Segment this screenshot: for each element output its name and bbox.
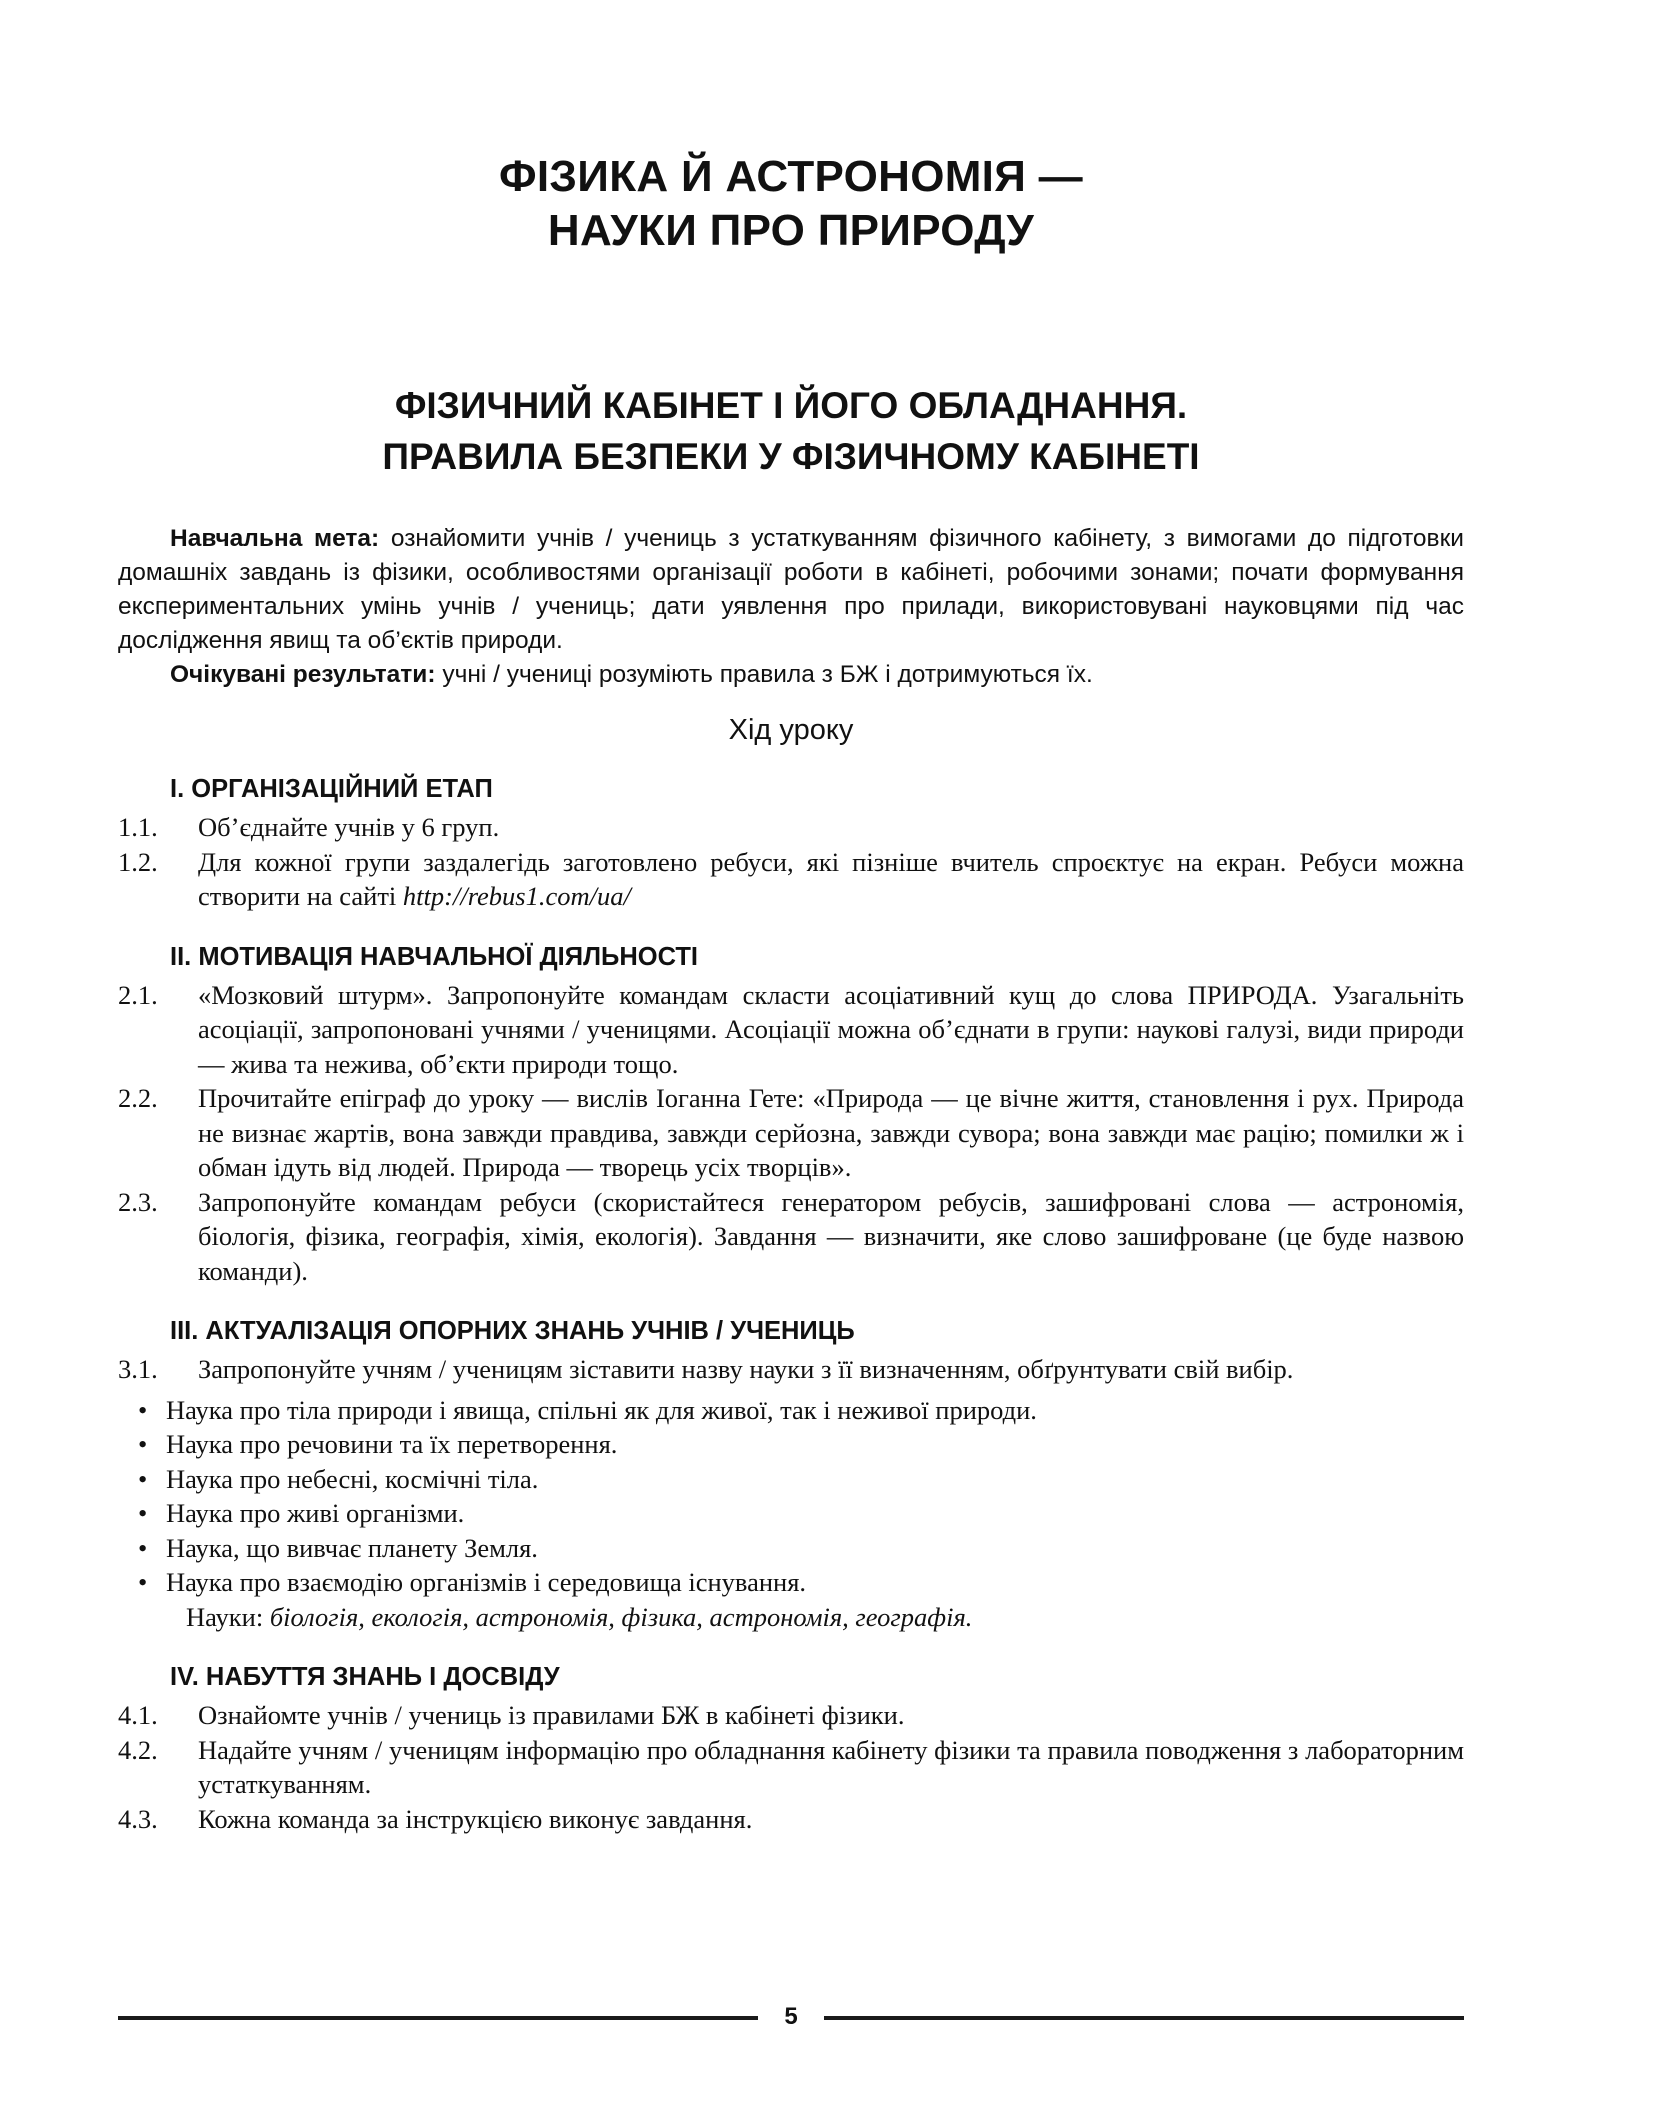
item-number: 2.2. [118, 1083, 158, 1113]
section-3-items [118, 1352, 1464, 1634]
page-footer [118, 2003, 1464, 2030]
chapter-title-line-2: НАУКИ ПРО ПРИРОДУ [547, 206, 1035, 255]
bullet-text: Наука про небесні, космічні тіла. [166, 1463, 539, 1494]
bullet-text: Наука про живі організми. [166, 1498, 465, 1528]
learning-goal-label: Навчальна мета: [170, 525, 380, 552]
bullet-item [138, 1427, 1464, 1462]
item-text: Об’єднайте учнів у 6 груп. [198, 812, 500, 842]
sciences-answer [186, 1600, 1464, 1635]
item-text: Запропонуйте учням / ученицям зіставити назву науки з її визначенням, обґрунтувати свій вибір. [198, 1354, 1294, 1384]
expected-results-label: Очікувані результати: [170, 661, 436, 688]
item-text: Запропонуйте командам ребуси (скористайтеся генератором ребусів, зашифровані слова — астрономія, біологія, фізика, географія, хімія, екологія). Завдання — визначити, яке слово зашифроване (це буде назвою команди). [198, 1186, 1464, 1286]
lesson-title-line-2: ПРАВИЛА БЕЗПЕКИ У ФІЗИЧНОМУ КАБІНЕТІ [382, 436, 1200, 477]
lesson-course-heading: Хід уроку [728, 714, 854, 746]
section-heading-4: IV. НАБУТТЯ ЗНАНЬ І ДОСВІДУ [170, 1663, 560, 1691]
learning-goal [118, 522, 1464, 658]
item-text-with-link [198, 845, 1464, 914]
item-text: Кожна команда за інструкцією виконує завдання. [198, 1803, 753, 1834]
bullet-text: Наука про речовини та їх перетворення. [166, 1429, 618, 1459]
lesson-intro [118, 522, 1464, 692]
bullet-item [138, 1531, 1464, 1566]
sciences-list: біологія, екологія, астрономія, фізика, астрономія, географія. [269, 1601, 973, 1632]
bullet-marker: • [138, 1463, 148, 1494]
learning-goal-text: ознайомити учнів / учениць з устаткуванням фізичного кабінету, з вимогами до підготовки домашніх завдань із фізики, особливостями організації роботи в кабінеті, робочими зонами; почати формування експериментальних умінь учнів / учениць; дати уявлення про прилади, використовувані науковцями під час дослідження явищ та об’єктів природи. [118, 525, 1464, 654]
lesson-title [118, 380, 1464, 482]
list-item [118, 978, 1464, 1082]
item-text: Ознайомте учнів / учениць із правилами БЖ в кабінеті фізики. [198, 1700, 905, 1730]
bullet-marker: • [138, 1429, 148, 1459]
bullet-item [138, 1565, 1464, 1600]
bullet-item [138, 1462, 1464, 1497]
bullet-text: Наука про тіла природи і явища, спільні як для живої, так і неживої природи. [166, 1394, 1037, 1425]
item-number: 4.2. [118, 1734, 158, 1765]
item-number: 4.3. [118, 1803, 158, 1834]
list-item [118, 1733, 1464, 1802]
science-definitions-list [138, 1393, 1464, 1635]
expected-results-text: учні / учениці розуміють правила з БЖ і дотримуються їх. [435, 661, 1093, 688]
list-item [118, 1081, 1464, 1185]
item-number: 2.1. [118, 979, 158, 1010]
item-text: «Мозковий штурм». Запропонуйте командам скласти асоціативний кущ до слова ПРИРОДА. Узагальніть асоціації, запропоновані учнями / ученицями. Асоціації можна об’єднати в групи: наукові галузі, види природи — жива та нежива, об’єкти природи тощо. [198, 979, 1464, 1079]
list-item [118, 810, 1464, 845]
section-heading-1: I. ОРГАНІЗАЦІЙНИЙ ЕТАП [170, 775, 493, 803]
section-heading-2: II. МОТИВАЦІЯ НАВЧАЛЬНОЇ ДІЯЛЬНОСТІ [170, 942, 699, 971]
expected-results [118, 658, 1464, 692]
item-number: 1.2. [118, 846, 158, 877]
section-2-items [118, 978, 1464, 1289]
lesson-title-line-1: ФІЗИЧНИЙ КАБІНЕТ І ЙОГО ОБЛАДНАННЯ. [394, 385, 1188, 426]
item-number: 3.1. [118, 1354, 158, 1384]
bullet-marker: • [138, 1498, 148, 1528]
list-item [118, 1352, 1464, 1387]
rebus-site-link[interactable]: http://rebus1.com/ua/ [402, 881, 631, 911]
bullet-marker: • [138, 1394, 148, 1425]
section-1-items [118, 810, 1464, 914]
item-text: Надайте учням / ученицям інформацію про обладнання кабінету фізики та правила поводження з лабораторним устаткуванням. [198, 1734, 1464, 1799]
list-item [118, 1698, 1464, 1733]
bullet-marker: • [138, 1532, 148, 1563]
bullet-text: Наука, що вивчає планету Земля. [166, 1532, 538, 1563]
item-text: Прочитайте епіграф до уроку — вислів Іоганна Гете: «Природа — це вічне життя, становлення і рух. Природа не визнає жартів, вона завжди правдива, завжди серйозна, завжди сувора; вона завжди має рацію; помилки ж і обман ідуть від людей. Природа — творець усіх творців». [198, 1083, 1464, 1182]
item-number: 2.3. [118, 1186, 158, 1217]
bullet-marker: • [138, 1567, 148, 1597]
page [118, 0, 1464, 1862]
section-heading-3: III. АКТУАЛІЗАЦІЯ ОПОРНИХ ЗНАНЬ УЧНІВ / УЧЕНИЦЬ [170, 1317, 855, 1345]
bullet-item [138, 1393, 1464, 1428]
list-item [118, 1185, 1464, 1289]
chapter-title-line-1: ФІЗИКА Й АСТРОНОМІЯ — [499, 152, 1083, 201]
item-number: 1.1. [118, 812, 158, 842]
footer-rule-right [824, 2016, 1464, 2020]
list-item [118, 1802, 1464, 1837]
bullet-text: Наука про взаємодію організмів і середовища існування. [166, 1567, 807, 1597]
item-number: 4.1. [118, 1700, 158, 1730]
list-item [118, 845, 1464, 914]
sciences-label: Науки: [186, 1601, 270, 1632]
chapter-title [118, 150, 1464, 258]
page-number: 5 [784, 2003, 798, 2030]
section-4-items [118, 1698, 1464, 1836]
item-text: Для кожної групи заздалегідь заготовлено ребуси, які пізніше вчитель спроєктує на екран. Ребуси можна створити на сайті [198, 846, 1464, 911]
bullet-item [138, 1496, 1464, 1531]
